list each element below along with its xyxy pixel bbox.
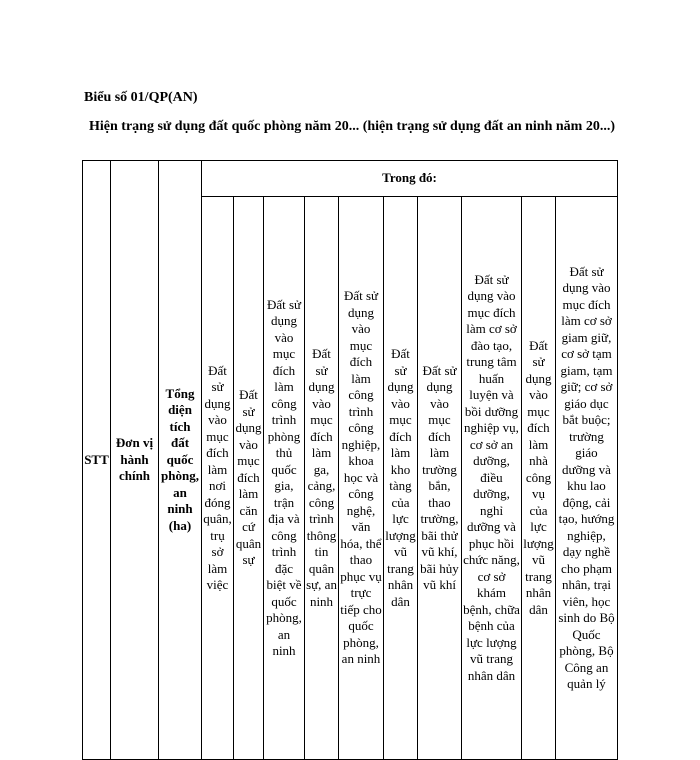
header-col-6: Đất sử dụng vào mục đích làm kho tàng của lực lượng vũ trang nhân dân	[384, 197, 418, 760]
header-col-9: Đất sử dụng vào mục đích làm nhà công vụ của lực lượng vũ trang nhân dân	[522, 197, 556, 760]
header-stt: STT	[83, 161, 111, 760]
header-col-7: Đất sử dụng vào mục đích làm trường bắn, thao trường, bãi thử vũ khí, bãi hủy vũ khí	[418, 197, 462, 760]
header-col-5: Đất sử dụng vào mục đích làm công trình công nghiệp, khoa học và công nghệ, văn hóa, thể thao phục vụ trực tiếp cho quốc phòng, an ninh	[339, 197, 384, 760]
header-total-area: Tổng diện tích đất quốc phòng, an ninh (ha)	[159, 161, 202, 760]
header-col-3: Đất sử dụng vào mục đích làm công trình phòng thủ quốc gia, trận địa và công trình đặc biệt về quốc phòng, an ninh	[264, 197, 305, 760]
header-col-2: Đất sử dụng vào mục đích làm căn cứ quân sự	[234, 197, 264, 760]
document-title: Hiện trạng sử dụng đất quốc phòng năm 20... (hiện trạng sử dụng đất an ninh năm 20...)	[89, 119, 615, 134]
form-code: Biểu số 01/QP(AN)	[84, 90, 198, 105]
header-unit: Đơn vị hành chính	[111, 161, 159, 760]
header-col-1: Đất sử dụng vào mục đích làm nơi đóng quân, trụ sở làm việc	[202, 197, 234, 760]
header-group-trong-do: Trong đó:	[202, 161, 618, 197]
header-col-10: Đất sử dụng vào mục đích làm cơ sở giam giữ, cơ sở tạm giam, tạm giữ; cơ sở giáo dục bắt buộc; trường giáo dưỡng và khu lao động, cải tạo, hướng nghiệp, dạy nghề cho phạm nhân, trại viên, học sinh do Bộ Quốc phòng, Bộ Công an quản lý	[556, 197, 618, 760]
land-use-table	[82, 160, 618, 760]
header-col-4: Đất sử dụng vào mục đích làm ga, cảng, công trình thông tin quân sự, an ninh	[305, 197, 339, 760]
header-col-8: Đất sử dụng vào mục đích làm cơ sở đào tạo, trung tâm huấn luyện và bồi dưỡng nghiệp vụ, cơ sở an dưỡng, điều dưỡng, nghỉ dưỡng và phục hồi chức năng, cơ sở khám bệnh, chữa bệnh của lực lượng vũ trang nhân dân	[462, 197, 522, 760]
